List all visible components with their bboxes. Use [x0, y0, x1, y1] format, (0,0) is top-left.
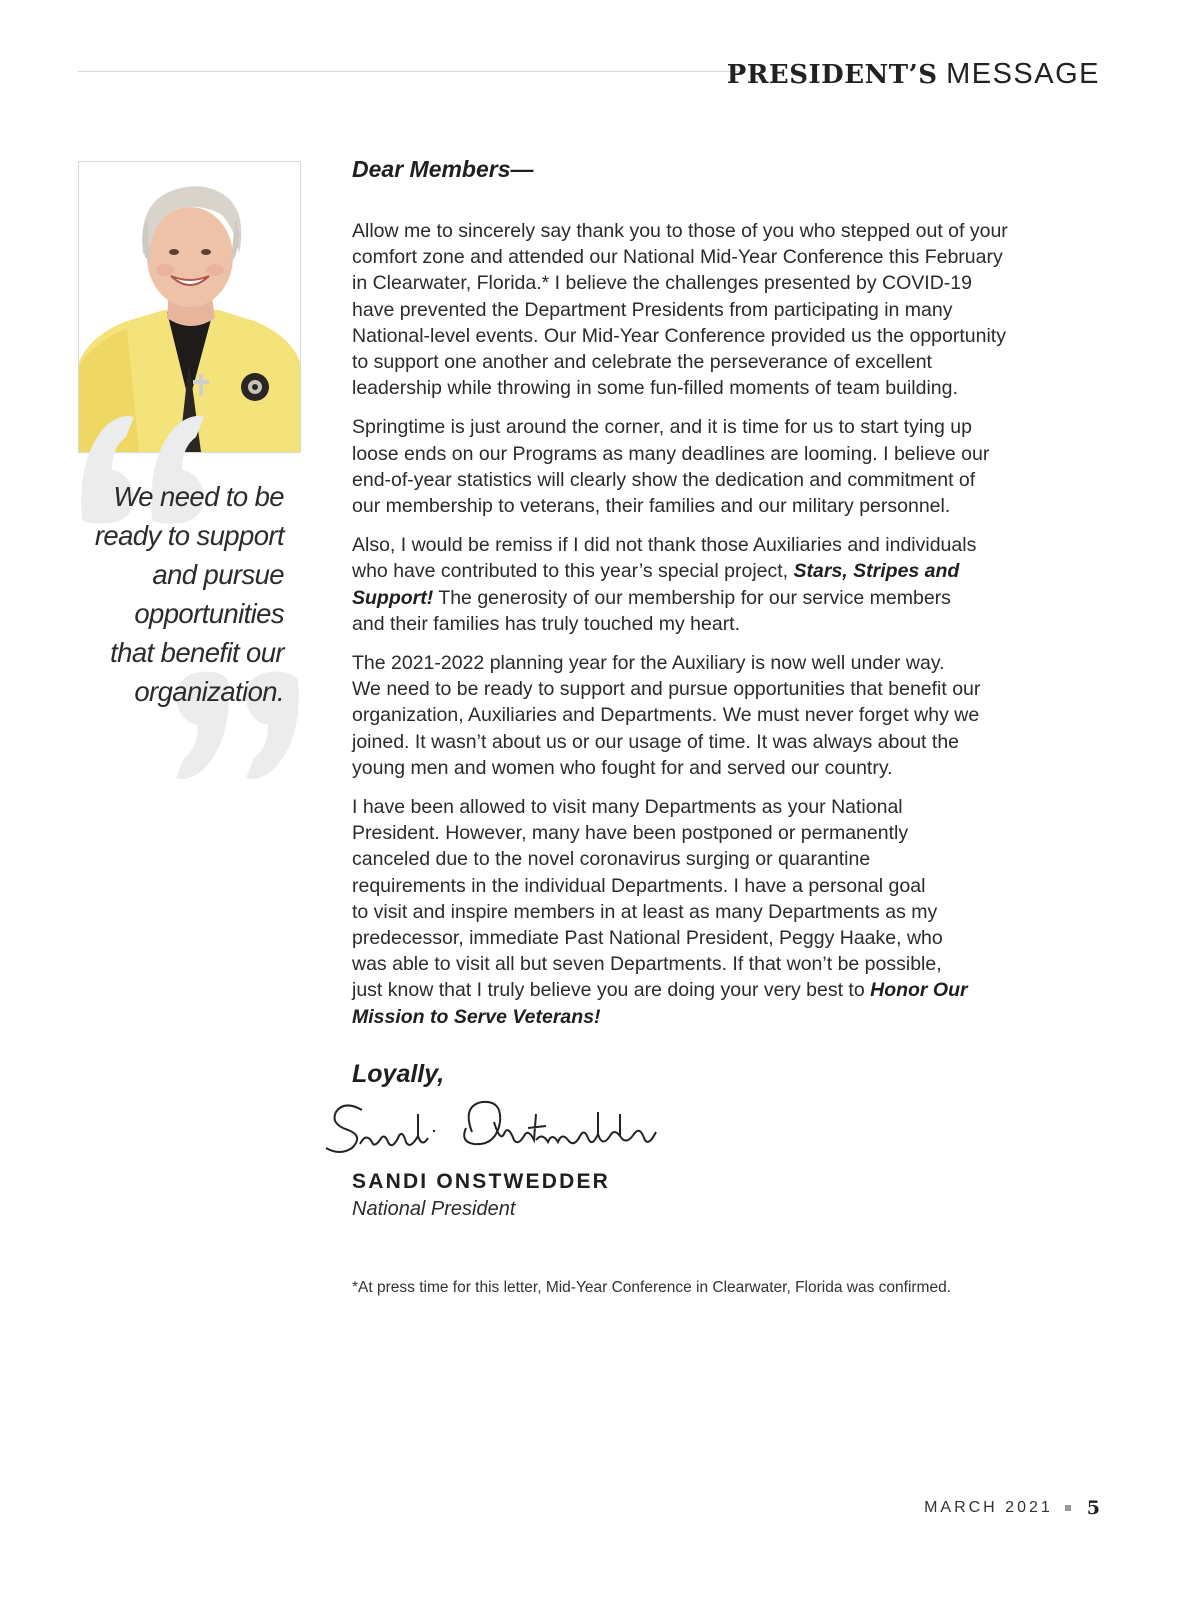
footnote: *At press time for this letter, Mid-Year Conference in Clearwater, Florida was confirmed. — [352, 1279, 952, 1296]
text-line: joined. It wasn’t about us or our usage of time. It was always about the — [352, 730, 960, 753]
text-line: in Clearwater, Florida.* I believe the challenges presented by COVID-19 — [352, 272, 972, 295]
paragraph-5 — [352, 794, 1062, 1030]
text-line: loose ends on our Programs as many deadlines are looming. I believe our — [352, 442, 990, 465]
letter-body — [352, 154, 1062, 1043]
paragraph-2 — [352, 414, 1062, 519]
text-line: end-of-year statistics will clearly show the dedication and commitment of — [352, 468, 976, 491]
text-line: organization, Auxiliaries and Departments. We must never forget why we — [352, 704, 980, 727]
text-line: and their families has truly touched my heart. — [352, 612, 741, 635]
page-number: 5 — [1086, 1497, 1100, 1519]
valediction: Loyally, — [352, 1060, 445, 1088]
text-line: Also, I would be remiss if I did not thank those Auxiliaries and individuals — [352, 534, 977, 557]
text-line: Springtime is just around the corner, and it is time for us to start tying up — [352, 416, 972, 439]
text-line: young men and women who fought for and served our country. — [352, 756, 893, 779]
text-line — [352, 558, 1062, 584]
text-line: I have been allowed to visit many Departments as your National — [352, 796, 903, 819]
text-line: comfort zone and attended our National Mid-Year Conference this February — [352, 246, 1003, 269]
handwritten-signature — [322, 1092, 662, 1162]
text-line: our membership to veterans, their families and our military personnel. — [352, 495, 951, 518]
text-run: who have contributed to this year’s special project, — [352, 560, 794, 583]
pull-quote-line: opportunities — [134, 598, 284, 629]
text-line: Allow me to sincerely say thank you to those of you who stepped out of your — [352, 220, 1008, 242]
text-line: canceled due to the novel coronavirus surging or quarantine — [352, 848, 871, 871]
pull-quote-line: ready to support — [94, 520, 284, 551]
paragraph-3 — [352, 532, 1062, 637]
mission-emphasis: Mission to Serve Veterans! — [352, 1005, 601, 1028]
text-line: leadership while throwing in some fun-filled moments of team building. — [352, 377, 958, 400]
page-title — [727, 56, 1100, 93]
text-line: to visit and inspire members in at least as many Departments as my — [352, 900, 938, 923]
signer-title: National President — [352, 1198, 516, 1220]
text-line: to support one another and celebrate the perseverance of excellent — [352, 351, 932, 374]
paragraph-1 — [352, 218, 1062, 401]
text-line: National-level events. Our Mid-Year Conference provided us the opportunity — [352, 324, 1006, 347]
text-line: We need to be ready to support and pursue opportunities that benefit our — [352, 678, 981, 701]
issue-date: MARCH 2021 — [924, 1499, 1053, 1516]
text-line — [352, 977, 1062, 1003]
project-name-emphasis: Stars, Stripes and — [793, 560, 960, 583]
text-run: The generosity of our membership for our service members — [433, 586, 951, 609]
text-run: just know that I truly believe you are doing your very best to — [352, 979, 871, 1002]
footer-separator-icon — [1065, 1505, 1071, 1511]
pull-quote-line: that benefit our — [110, 637, 284, 668]
pull-quote — [64, 477, 284, 711]
text-line: President. However, many have been postponed or permanently — [352, 822, 909, 845]
text-line: The 2021-2022 planning year for the Auxiliary is now well under way. — [352, 652, 945, 675]
signer-name: SANDI ONSTWEDDER — [352, 1170, 611, 1193]
salutation: Dear Members— — [352, 156, 534, 182]
text-line: predecessor, immediate Past National President, Peggy Haake, who — [352, 927, 943, 950]
pull-quote-line: organization. — [134, 676, 284, 707]
page-title-light: MESSAGE — [946, 58, 1100, 90]
pull-quote-line: We need to be — [113, 481, 284, 512]
text-line — [352, 585, 1062, 611]
pull-quote-line: and pursue — [152, 559, 284, 590]
header-divider — [78, 71, 740, 72]
text-line: have prevented the Department Presidents from participating in many — [352, 298, 953, 321]
page-footer — [924, 1497, 1100, 1519]
paragraph-4 — [352, 650, 1062, 781]
mission-emphasis: Honor Our — [870, 979, 968, 1002]
page-title-bold: PRESIDENT’S — [726, 60, 938, 90]
project-name-emphasis: Support! — [352, 586, 434, 609]
text-line: was able to visit all but seven Departments. If that won’t be possible, — [352, 953, 942, 976]
text-line: requirements in the individual Departments. I have a personal goal — [352, 874, 926, 897]
